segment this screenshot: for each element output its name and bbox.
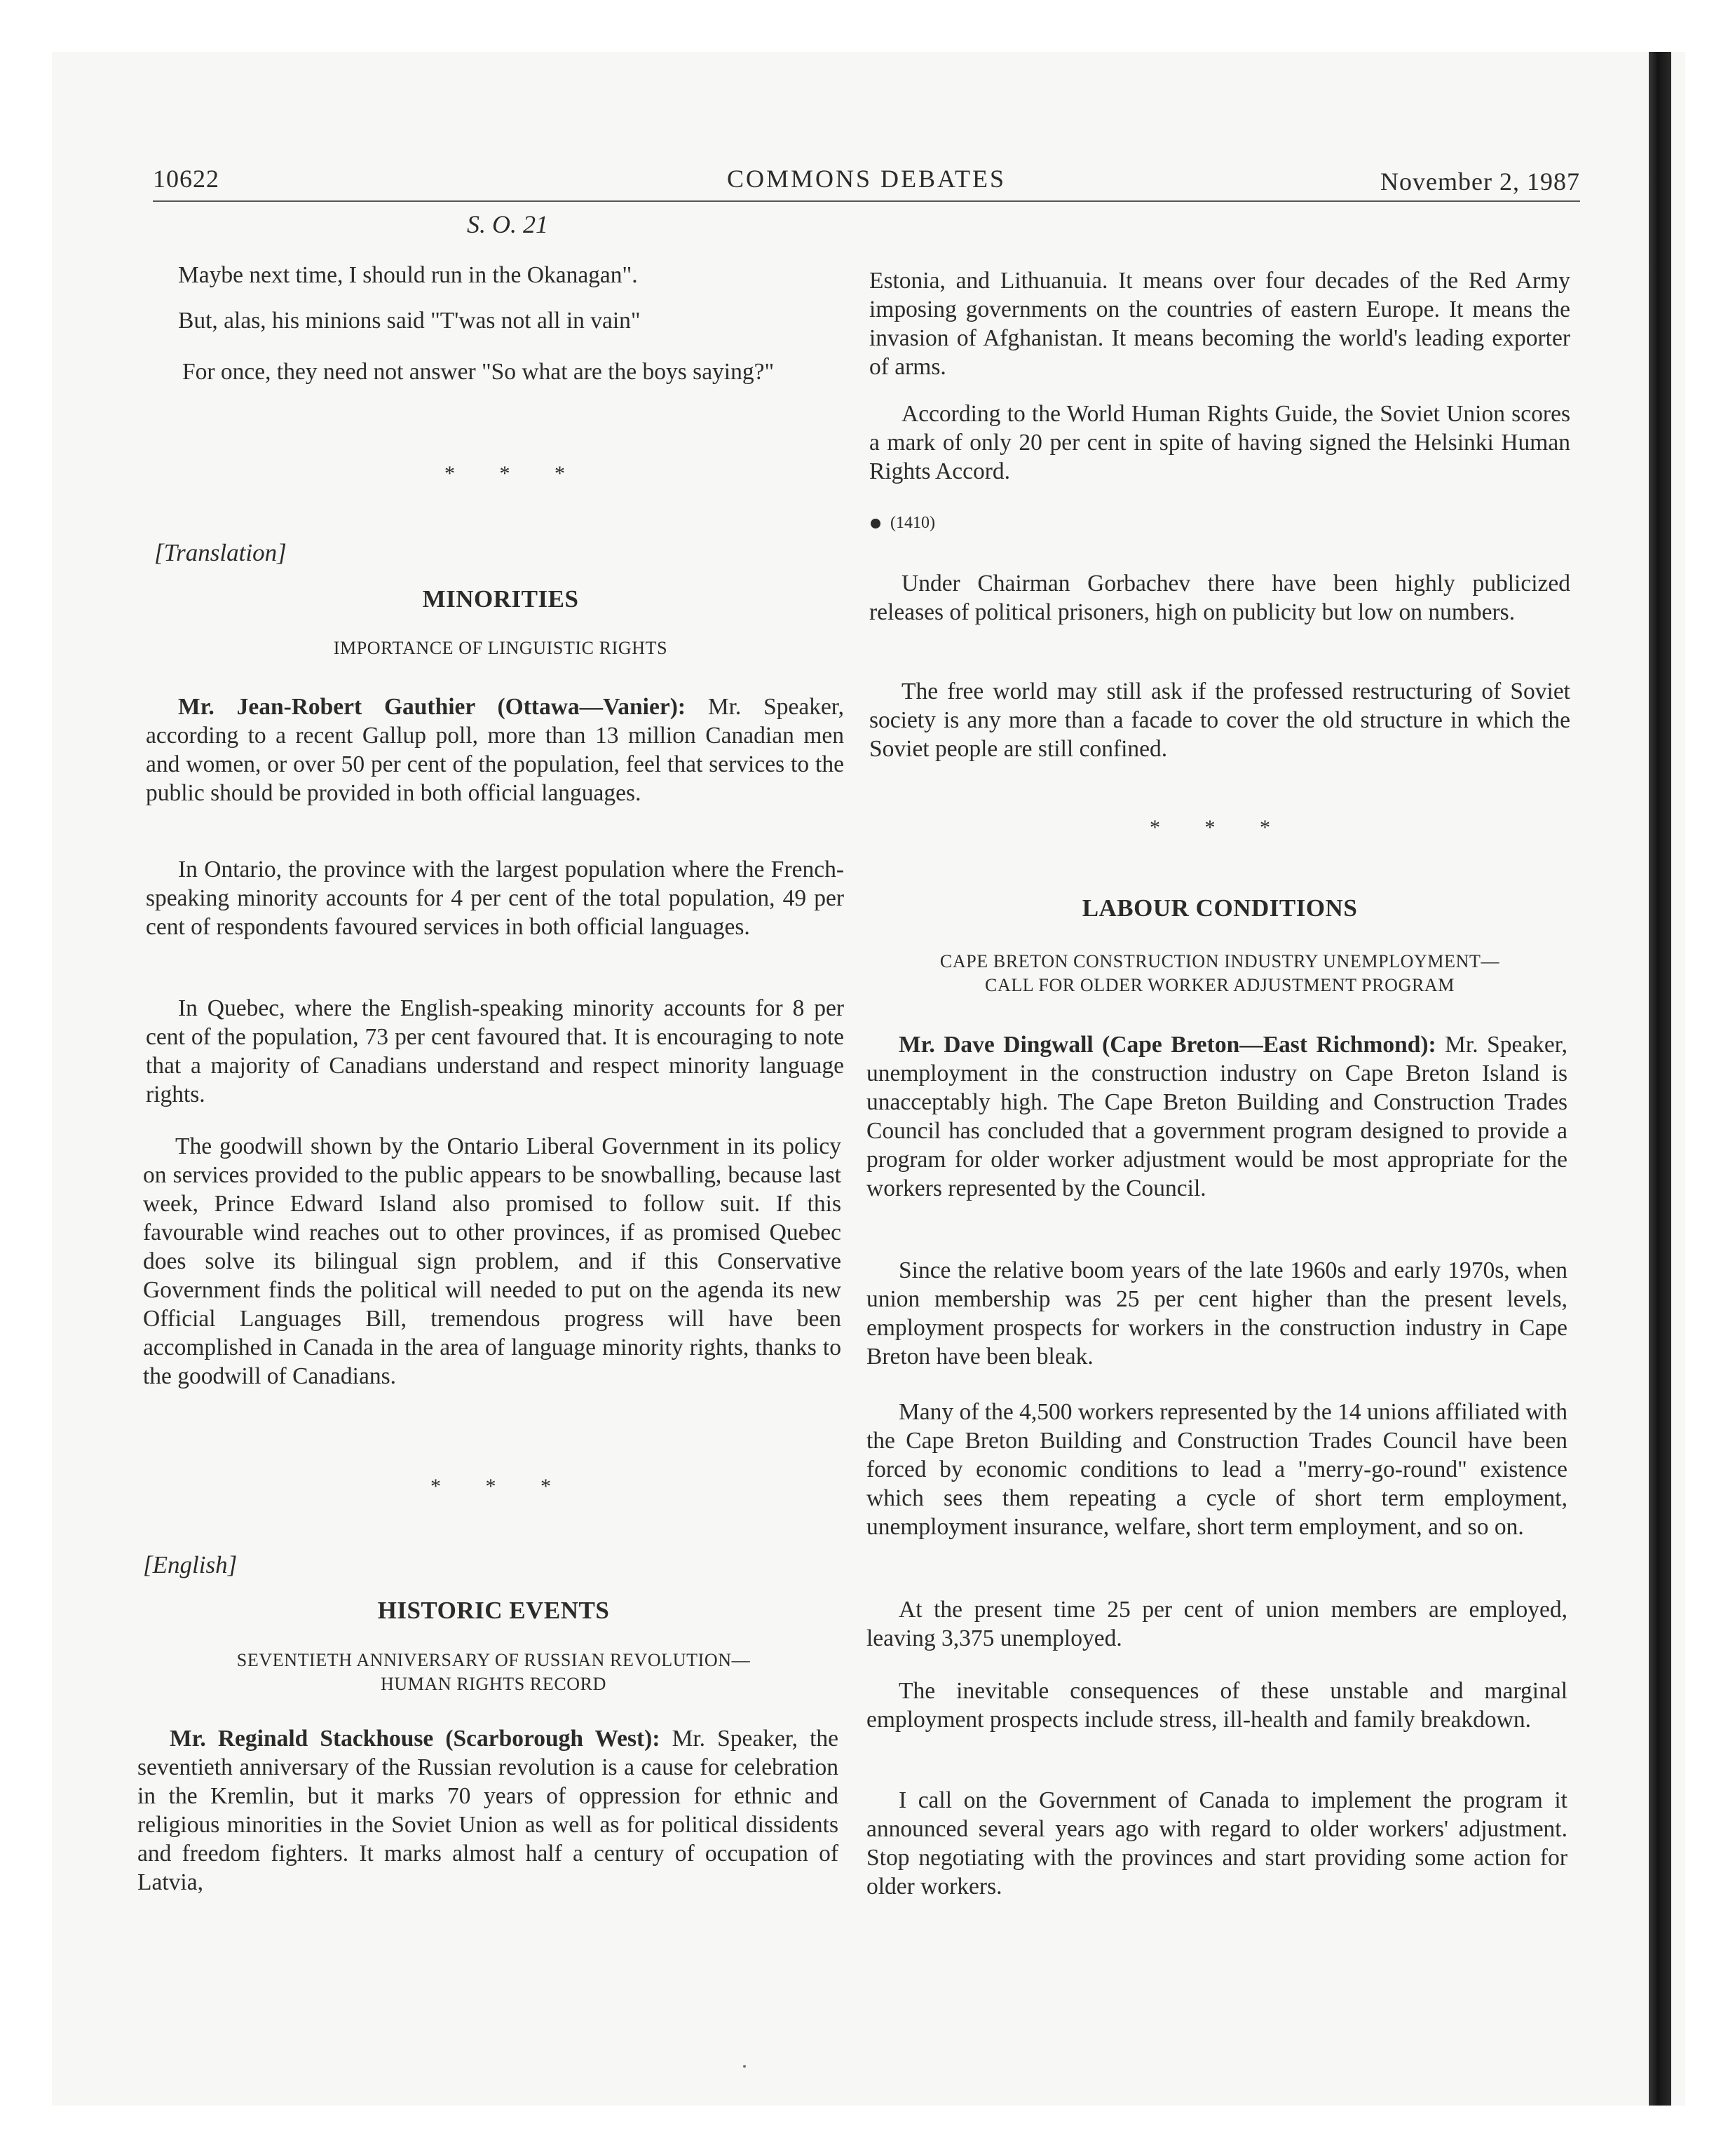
speech-paragraph: Under Chairman Gorbachev there have been highly publicized releases of political prisoners, high on publicity but low on numbers. bbox=[869, 571, 1570, 625]
speech-paragraph: Estonia, and Lithuanuia. It means over four decades of the Red Army imposing governments on the countries of eastern Europe. It means the invasion of Afghanistan. It means becoming the world's leading exporter of arms. bbox=[869, 268, 1570, 380]
timestamp-text: (1410) bbox=[890, 514, 935, 532]
section-subheading: IMPORTANCE OF LINGUISTIC RIGHTS bbox=[333, 638, 668, 658]
speech-paragraph: At the present time 25 per cent of union members are employed, leaving 3,375 unemployed. bbox=[866, 1597, 1567, 1651]
speech-paragraph bbox=[866, 1030, 1567, 1203]
poem-line: For once, they need not answer "So what are the boys saying?" bbox=[182, 359, 775, 385]
speech-paragraph: The inevitable consequences of these unstable and marginal employment prospects include stress, ill-health and family breakdown. bbox=[866, 1678, 1567, 1733]
speech-paragraph: I call on the Government of Canada to implement the program it announced several years ago with regard to older workers' adjustment. Stop negotiating with the provinces and start providing some action for older workers. bbox=[866, 1787, 1567, 1899]
poem-line: But, alas, his minions said "T'was not all in vain" bbox=[178, 308, 641, 334]
timestamp-marker bbox=[871, 509, 1572, 538]
standing-order-label: S. O. 21 bbox=[467, 210, 548, 238]
section-heading: HISTORIC EVENTS bbox=[377, 1597, 610, 1624]
section-subheading: CALL FOR OLDER WORKER ADJUSTMENT PROGRAM bbox=[985, 975, 1455, 995]
speech-text: Mr. Speaker, according to a recent Gallup poll, more than 13 million Canadian men and women, or over 50 per cent of the population, feel that services to the public should be provided in both official languages. bbox=[146, 694, 844, 806]
speech-paragraph: In Quebec, where the English-speaking minority accounts for 8 per cent of the population, 73 per cent favoured that. It is encouraging to note that a majority of Canadians understand and respect minority language rights. bbox=[146, 995, 844, 1107]
poem-line: Maybe next time, I should run in the Okanagan". bbox=[178, 262, 638, 288]
speech-paragraph bbox=[137, 1724, 838, 1897]
running-header bbox=[153, 164, 1580, 202]
issue-date: November 2, 1987 bbox=[1380, 168, 1580, 196]
speech-text: Mr. Speaker, unemployment in the construction industry on Cape Breton Island is unacceptably high. The Cape Breton Building and Construction Trades Council has concluded that a government program designed to provide a program for older worker adjustment would be most appropriate for the workers represented by the Council. bbox=[866, 1032, 1567, 1201]
speech-paragraph: The goodwill shown by the Ontario Liberal Government in its policy on services provided to the public appears to be snowballing, because last week, Prince Edward Island also promised to follow suit. If this favourable wind reaches out to other provinces, if as promised Quebec does solve its bilingual sign problem, and if this Conservative Government finds the political will needed to put on the agenda its new Official Languages Bill, tremendous progress will have been accomplished in Canada in the area of language minority rights, thanks to the goodwill of Canadians. bbox=[143, 1133, 841, 1389]
english-note: [English] bbox=[143, 1551, 238, 1578]
section-separator: * * * bbox=[444, 462, 585, 485]
section-separator: * * * bbox=[1150, 816, 1290, 839]
section-subheading: CAPE BRETON CONSTRUCTION INDUSTRY UNEMPLOYMENT— bbox=[939, 951, 1500, 971]
speech-paragraph: The free world may still ask if the professed restructuring of Soviet society is any more than a facade to cover the old structure in which the Soviet people are still confined. bbox=[869, 678, 1570, 762]
page-number: 10622 bbox=[153, 165, 219, 193]
speech-paragraph: Many of the 4,500 workers represented by the 14 unions affiliated with the Cape Breton Building and Construction Trades Council have been forced by economic conditions to lead a "merry-go-round" existence which sees them repeating a cycle of short term employment, unemployment insurance, welfare, short term employment, and so on. bbox=[866, 1399, 1567, 1540]
section-heading: MINORITIES bbox=[422, 585, 579, 613]
speaker-name: Mr. Reginald Stackhouse (Scarborough West): bbox=[170, 1726, 660, 1752]
speech-paragraph bbox=[146, 692, 844, 807]
publication-title: COMMONS DEBATES bbox=[726, 165, 1007, 193]
scan-speck bbox=[743, 2065, 746, 2068]
speech-paragraph: Since the relative boom years of the late 1960s and early 1970s, when union membership was 25 per cent higher than the present levels, employment prospects for workers in the construction industry in Cape Breton have been bleak. bbox=[866, 1257, 1567, 1370]
translation-note: [Translation] bbox=[154, 539, 287, 566]
section-subheading: HUMAN RIGHTS RECORD bbox=[381, 1674, 606, 1694]
section-separator: * * * bbox=[430, 1475, 571, 1498]
speech-paragraph: According to the World Human Rights Guide, the Soviet Union scores a mark of only 20 per cent in spite of having signed the Helsinki Human Rights Accord. bbox=[869, 401, 1570, 484]
speech-text: Mr. Speaker, the seventieth anniversary of the Russian revolution is a cause for celebration in the Kremlin, but it marks 70 years of oppression for ethnic and religious minorities in the Soviet Union as well as for political dissidents and freedom fighters. It marks almost half a century of occupation of Latvia, bbox=[137, 1726, 838, 1895]
bullet-icon bbox=[871, 519, 880, 528]
speech-paragraph: In Ontario, the province with the largest population where the French-speaking minority accounts for 4 per cent of the total population, 49 per cent of respondents favoured services in both official languages. bbox=[146, 857, 844, 940]
section-heading: LABOUR CONDITIONS bbox=[1082, 894, 1358, 922]
section-subheading: SEVENTIETH ANNIVERSARY OF RUSSIAN REVOLUTION— bbox=[236, 1650, 751, 1670]
speaker-name: Mr. Jean-Robert Gauthier (Ottawa—Vanier): bbox=[178, 694, 686, 720]
speaker-name: Mr. Dave Dingwall (Cape Breton—East Richmond): bbox=[899, 1032, 1436, 1058]
